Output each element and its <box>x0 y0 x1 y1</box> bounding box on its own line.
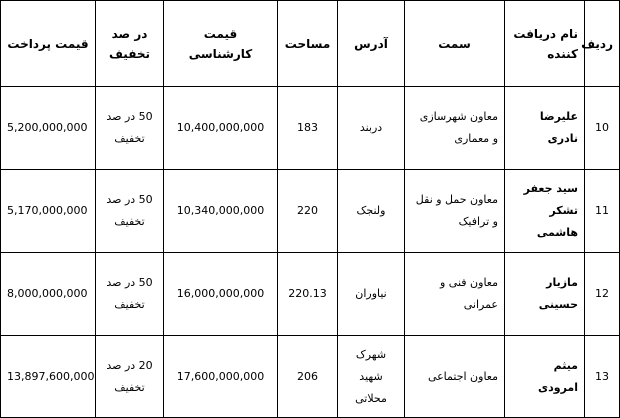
header-discount-percent: در صد تخفیف <box>96 1 164 87</box>
header-appraisal-price: قیمت کارشناسی <box>164 1 278 87</box>
discount-cell: 50 در صد تخفیف <box>96 87 164 170</box>
row-number: 11 <box>585 170 620 253</box>
recipient-name: مازیار حسینی <box>505 253 585 336</box>
address-cell: نیاوران <box>338 253 405 336</box>
header-row-number: ردیف <box>585 1 620 87</box>
table-row <box>1 253 620 336</box>
discount-cell: 50 در صد تخفیف <box>96 170 164 253</box>
discount-cell: 50 در صد تخفیف <box>96 253 164 336</box>
header-paid-price: قیمت پرداخت <box>1 1 96 87</box>
area-cell: 206 <box>278 336 338 418</box>
row-number: 12 <box>585 253 620 336</box>
position-cell: معاون شهرسازی و معماری <box>405 87 505 170</box>
header-address: آدرس <box>338 1 405 87</box>
header-row <box>1 1 620 87</box>
recipient-name: سید جعفر تشکر هاشمی <box>505 170 585 253</box>
area-cell: 183 <box>278 87 338 170</box>
address-cell: شهرک شهید محلاتی <box>338 336 405 418</box>
header-area: مساحت <box>278 1 338 87</box>
address-cell: دربند <box>338 87 405 170</box>
appraisal-price-cell: 17,600,000,000 <box>164 336 278 418</box>
paid-price-cell: 13,897,600,000 <box>1 336 96 418</box>
paid-price-cell: 5,170,000,000 <box>1 170 96 253</box>
row-number: 10 <box>585 87 620 170</box>
position-cell: معاون فنی و عمرانی <box>405 253 505 336</box>
paid-price-cell: 8,000,000,000 <box>1 253 96 336</box>
recipient-name: میثم امرودی <box>505 336 585 418</box>
table-row <box>1 336 620 418</box>
appraisal-price-cell: 16,000,000,000 <box>164 253 278 336</box>
position-cell: معاون اجتماعی <box>405 336 505 418</box>
table-row <box>1 170 620 253</box>
paid-price-cell: 5,200,000,000 <box>1 87 96 170</box>
address-cell: ولنجک <box>338 170 405 253</box>
recipient-name: علیرضا نادری <box>505 87 585 170</box>
area-cell: 220.13 <box>278 253 338 336</box>
table-row <box>1 87 620 170</box>
header-position: سمت <box>405 1 505 87</box>
discount-cell: 20 در صد تخفیف <box>96 336 164 418</box>
row-number: 13 <box>585 336 620 418</box>
appraisal-price-cell: 10,400,000,000 <box>164 87 278 170</box>
area-cell: 220 <box>278 170 338 253</box>
appraisal-price-cell: 10,340,000,000 <box>164 170 278 253</box>
position-cell: معاون حمل و نقل و ترافیک <box>405 170 505 253</box>
header-recipient-name: نام دریافت کننده <box>505 1 585 87</box>
